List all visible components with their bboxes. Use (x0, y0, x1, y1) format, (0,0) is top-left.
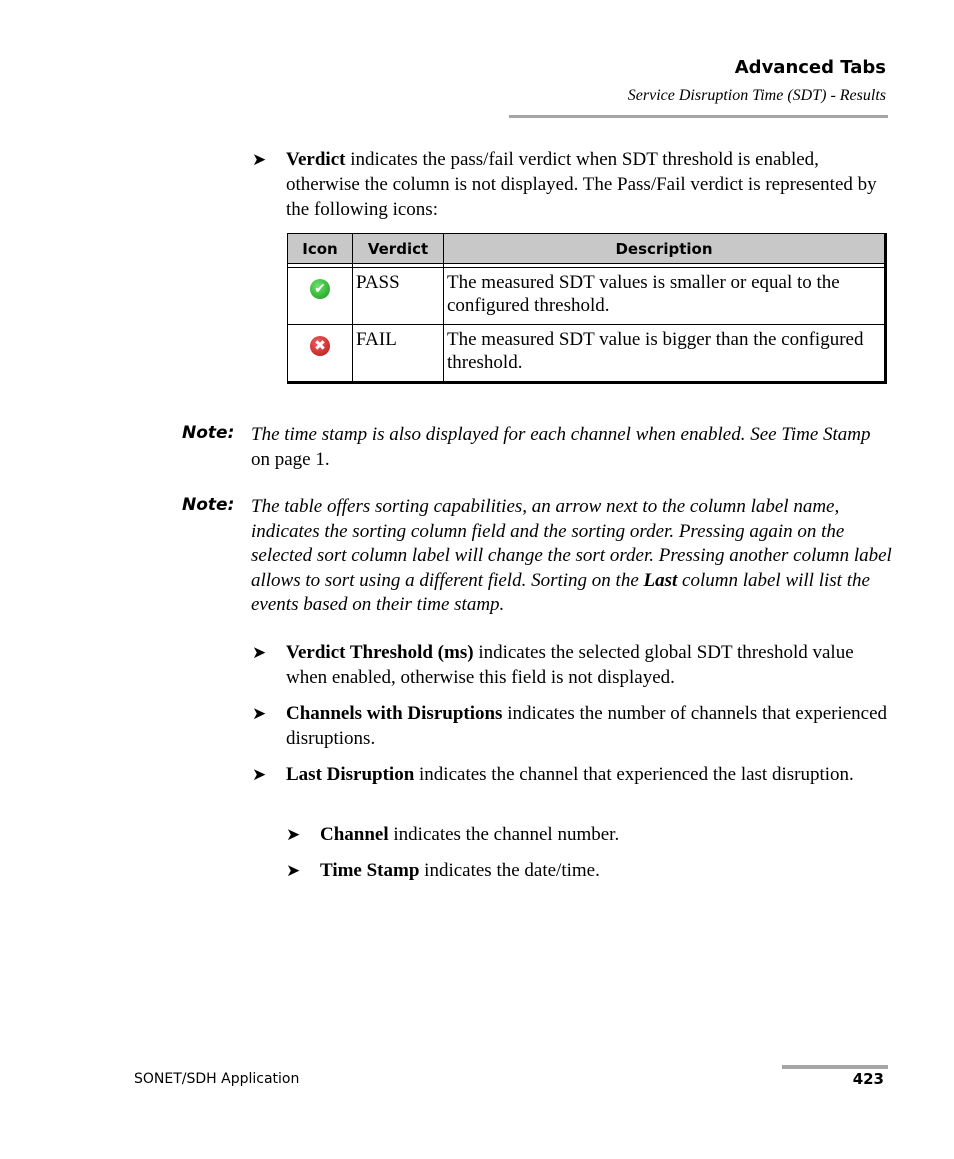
bullet-channels-with-disruptions (252, 701, 892, 751)
note-time-stamp (182, 423, 892, 472)
table-row (288, 325, 886, 383)
verdict-icons-table (287, 233, 887, 384)
table-header-row (288, 234, 886, 264)
note-text-end: column label will list the events based on their time stamp. (251, 569, 870, 615)
arrow-bullet-icon: ➤ (252, 643, 267, 662)
sub-bullet-channel (286, 822, 886, 847)
definition: indicates the pass/fail verdict when SDT threshold is enabled, otherwise the column is not displayed. The Pass/Fail verdict is represented by the following icons: (286, 149, 877, 220)
definition: indicates the date/time. (419, 860, 600, 881)
column-header-description: Description (444, 234, 886, 264)
description-cell: The measured SDT values is smaller or equal to the configured threshold. (444, 268, 886, 325)
term: Verdict Threshold (ms) (286, 642, 474, 663)
arrow-bullet-icon: ➤ (252, 150, 267, 169)
fail-x-icon: ✖ (310, 336, 330, 356)
footer-doc-title: SONET/SDH Application (134, 1071, 300, 1087)
bullet-verdict (252, 147, 892, 222)
header-divider (509, 115, 888, 118)
note-bold-term: Last (643, 569, 678, 591)
definition: indicates the channel that experienced the last disruption. (414, 764, 854, 785)
note-text: The time stamp is also displayed for each channel when enabled. See Time Stamp (251, 424, 871, 445)
table-row (288, 268, 886, 325)
sub-bullet-time-stamp (286, 858, 886, 883)
term: Last Disruption (286, 764, 415, 785)
definition: indicates the channel number. (388, 824, 620, 845)
term: Verdict (286, 149, 346, 170)
note-sorting (182, 495, 892, 618)
term: Channels with Disruptions (286, 703, 503, 724)
arrow-bullet-icon: ➤ (286, 861, 301, 880)
column-header-verdict: Verdict (353, 234, 444, 264)
note-page-ref: on page 1. (251, 448, 330, 470)
term: Channel (320, 824, 389, 845)
arrow-bullet-icon: ➤ (252, 704, 267, 723)
section-title: Advanced Tabs (734, 57, 886, 78)
note-label: Note: (182, 495, 235, 515)
term: Time Stamp (320, 860, 420, 881)
footer-divider (782, 1065, 888, 1069)
note-label: Note: (182, 423, 235, 443)
bullet-last-disruption (252, 762, 892, 787)
arrow-bullet-icon: ➤ (252, 765, 267, 784)
definition: indicates the number of channels that experienced disruptions. (286, 703, 888, 749)
definition: indicates the selected global SDT threshold value when enabled, otherwise this field is not displayed. (286, 642, 854, 688)
description-cell: The measured SDT value is bigger than the configured threshold. (444, 325, 886, 383)
verdict-cell: FAIL (353, 325, 444, 383)
verdict-cell: PASS (353, 268, 444, 325)
note-text: The table offers sorting capabilities, an arrow next to the column label name, indicates the sorting column field and the sorting order. Pressing again on the selected sort column label will change the sort order. Pressing another column label allows to sort using a different field. Sorting on the (251, 496, 892, 591)
bullet-verdict-threshold (252, 640, 892, 690)
page-number: 423 (852, 1070, 884, 1088)
pass-check-icon: ✔ (310, 279, 330, 299)
column-header-icon: Icon (288, 234, 353, 264)
section-subtitle: Service Disruption Time (SDT) - Results (627, 87, 886, 104)
arrow-bullet-icon: ➤ (286, 825, 301, 844)
